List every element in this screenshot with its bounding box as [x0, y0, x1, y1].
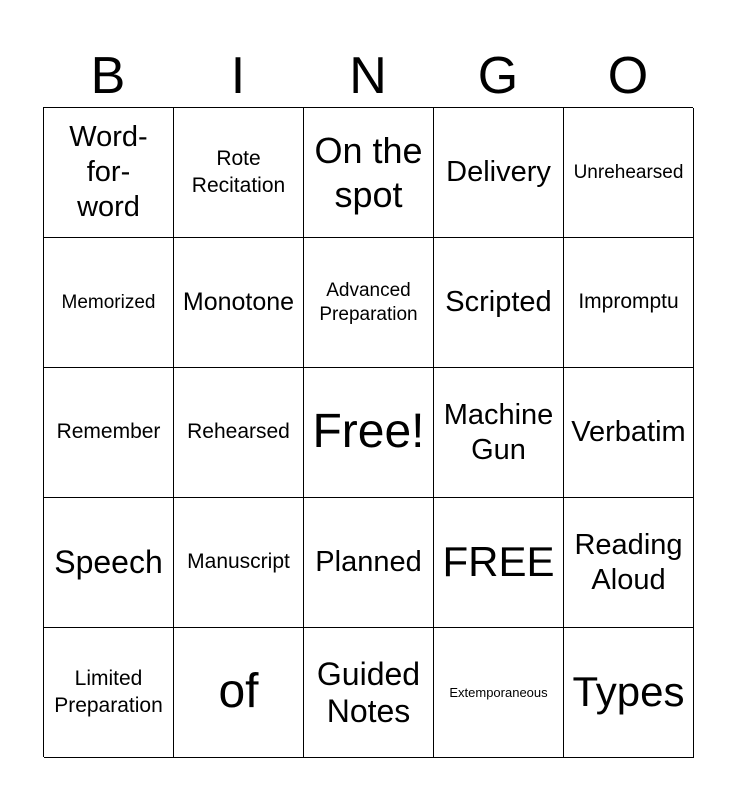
bingo-cell — [434, 108, 564, 238]
bingo-header — [43, 44, 693, 108]
cell-text: Remember — [56, 420, 161, 444]
cell-text: Scripted — [445, 286, 552, 319]
bingo-cell — [564, 628, 694, 758]
bingo-cell — [304, 498, 434, 628]
cell-text: Guided Notes — [316, 655, 421, 729]
bingo-cell — [44, 108, 174, 238]
bingo-cell — [44, 628, 174, 758]
bingo-cell — [304, 108, 434, 238]
bingo-cell — [564, 238, 694, 368]
cell-text: Delivery — [446, 156, 551, 189]
cell-text: Speech — [54, 544, 163, 581]
cell-text: Rehearsed — [187, 420, 290, 444]
bingo-cell — [434, 628, 564, 758]
bingo-cell — [174, 368, 304, 498]
header-letter-b: B — [90, 47, 126, 105]
header-letter-o: O — [607, 47, 649, 105]
bingo-cell — [174, 498, 304, 628]
bingo-cell — [304, 628, 434, 758]
bingo-cell — [44, 498, 174, 628]
cell-text: Rote Recitation — [191, 147, 286, 197]
bingo-cell — [174, 238, 304, 368]
cell-text: Unrehearsed — [573, 161, 684, 183]
cell-text: Impromptu — [578, 290, 679, 314]
cell-text: Planned — [315, 546, 422, 579]
cell-text: Advanced Preparation — [319, 279, 418, 325]
bingo-cell — [434, 238, 564, 368]
cell-text: On the spot — [314, 130, 423, 215]
bingo-cell — [564, 498, 694, 628]
header-letter-i: I — [230, 47, 246, 105]
cell-text: Monotone — [182, 287, 295, 316]
cell-text: of — [218, 665, 259, 719]
cell-text: Machine Gun — [443, 398, 554, 466]
bingo-cell — [564, 108, 694, 238]
bingo-cell — [304, 238, 434, 368]
free-space-cell — [434, 498, 564, 628]
header-letter-g: G — [477, 47, 519, 105]
cell-text: Types — [572, 668, 685, 716]
bingo-cell — [174, 108, 304, 238]
cell-text: Limited Preparation — [54, 667, 163, 717]
header-letter-n: N — [349, 47, 387, 105]
cell-text: Reading Aloud — [574, 528, 683, 596]
free-space-cell — [304, 368, 434, 498]
bingo-cell — [44, 368, 174, 498]
cell-text: Verbatim — [571, 416, 686, 449]
cell-text: Free! — [312, 405, 425, 459]
bingo-cell — [174, 628, 304, 758]
bingo-cell — [44, 238, 174, 368]
cell-text: FREE — [442, 538, 555, 586]
cell-text: Manuscript — [187, 550, 290, 574]
bingo-cell — [434, 368, 564, 498]
cell-text: Word-for-word — [69, 121, 148, 223]
bingo-board — [43, 107, 693, 757]
cell-text: Extemporaneous — [449, 684, 548, 700]
bingo-cell — [564, 368, 694, 498]
cell-text: Memorized — [61, 291, 156, 313]
